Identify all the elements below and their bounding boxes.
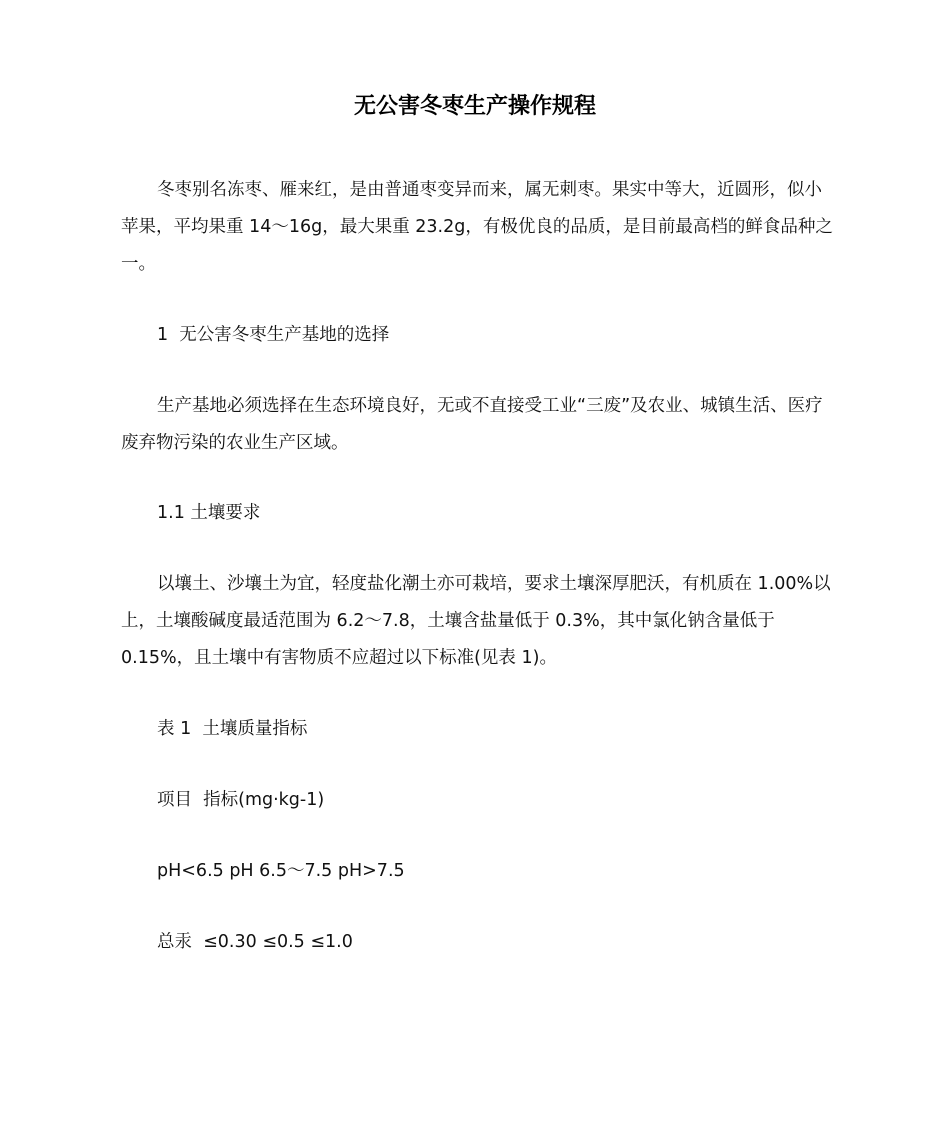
table-1-header-row: 项目 指标(mg·kg-1) [157,790,325,810]
table-1-mercury-row: 总汞 ≤0.30 ≤0.5 ≤1.0 [157,932,353,952]
document-title: 无公害冬枣生产操作规程 [353,94,596,119]
section-1-heading: 1 无公害冬枣生产基地的选择 [157,325,390,345]
table-1-ph-row: pH<6.5 pH 6.5～7.5 pH>7.5 [157,861,405,881]
section-1-1-paragraph: 以壤土、沙壤土为宜，轻度盐化潮土亦可栽培，要求土壤深厚肥沃，有机质在 1.00%以上，土壤酸碱度最适范围为 6.2～7.8，土壤含盐量低于 0.3%，其中氯化钠含量低于 0.15%，且土壤中有害物质不应超过以下标准(见表 1)。 [121,574,831,668]
table-1-caption: 表 1 土壤质量指标 [157,719,308,739]
section-1-1-heading: 1.1 土壤要求 [157,503,261,523]
intro-paragraph: 冬枣别名冻枣、雁来红，是由普通枣变异而来，属无刺枣。果实中等大，近圆形，似小苹果，平均果重 14～16g，最大果重 23.2g，有极优良的品质，是目前最高档的鲜食品种之一。 [121,180,833,274]
section-1-paragraph: 生产基地必须选择在生态环境良好，无或不直接受工业“三废”及农业、城镇生活、医疗废弃物污染的农业生产区域。 [121,396,823,453]
